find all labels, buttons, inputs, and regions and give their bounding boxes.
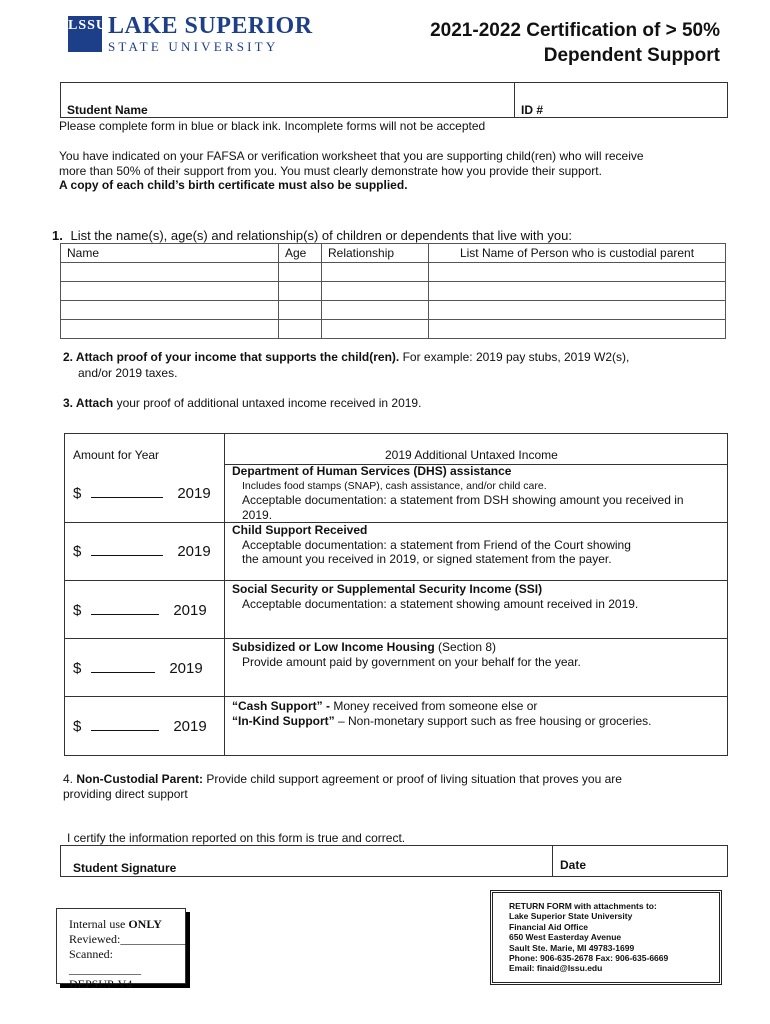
section4-prefix: 4. (63, 772, 77, 786)
form-code: DEPSUP-V4 (69, 977, 133, 991)
student-name-label: Student Name (67, 103, 148, 117)
internal-use-box (56, 908, 187, 991)
section1-heading (52, 228, 572, 243)
form-title (430, 18, 720, 68)
cell-relationship[interactable] (322, 320, 429, 339)
amount-field[interactable] (73, 485, 211, 502)
income-line: Acceptable documentation: a statement showing amount received in 2019. (242, 596, 639, 611)
cell-custodial-parent[interactable] (429, 263, 726, 282)
row-divider (65, 580, 727, 581)
cell-age[interactable] (279, 320, 322, 339)
dollar-sign: $ (73, 485, 82, 502)
section2-line2: and/or 2019 taxes. (78, 366, 178, 380)
return-line: Lake Superior State University (509, 911, 633, 922)
cell-relationship[interactable] (322, 301, 429, 320)
income-line: – Non-monetary support such as free housing or groceries. (334, 713, 652, 728)
col-name: Name (61, 244, 279, 263)
income-title: Social Security or Supplemental Security Income (SSI) (232, 582, 543, 596)
intro-line2: more than 50% of their support from you. You must clearly demonstrate how you provide their support. (59, 164, 602, 178)
table-row[interactable] (61, 301, 726, 320)
logo-subtitle: STATE UNIVERSITY (108, 39, 279, 54)
section1-text: List the name(s), age(s) and relationship(s) of children or dependents that live with you: (70, 228, 572, 243)
amount-field[interactable] (73, 660, 203, 677)
dollar-sign: $ (73, 543, 82, 560)
income-description (232, 699, 651, 728)
amount-year: 2019 (173, 718, 207, 735)
amount-year: 2019 (169, 660, 203, 677)
column-divider (224, 434, 225, 755)
income-line: Includes food stamps (SNAP), cash assistance, and/or child care. (242, 479, 547, 492)
col-age: Age (279, 244, 322, 263)
income-description (232, 523, 631, 567)
table-row[interactable] (61, 263, 726, 282)
amount-header: Amount for Year (73, 448, 160, 462)
section4-line1 (63, 772, 622, 787)
section4-line2: providing direct support (63, 787, 188, 801)
return-line: Sault Ste. Marie, MI 49783-1699 (509, 942, 635, 953)
amount-blank[interactable] (91, 672, 155, 673)
income-title: Department of Human Services (DHS) assistance (232, 464, 512, 478)
section3-bold: 3. Attach (63, 396, 114, 410)
return-line: RETURN FORM with attachments to: (509, 901, 657, 911)
amount-blank[interactable] (91, 555, 163, 556)
amount-year: 2019 (177, 485, 211, 502)
amount-blank[interactable] (91, 497, 163, 498)
col-custodial-parent: List Name of Person who is custodial parent (429, 244, 726, 263)
date-label: Date (560, 858, 587, 872)
student-info-box[interactable] (60, 82, 728, 118)
section1-number: 1. (52, 228, 63, 243)
reviewed-line: Reviewed:___________ (69, 932, 187, 946)
cell-age[interactable] (279, 263, 322, 282)
amount-blank[interactable] (91, 614, 159, 615)
signature-box[interactable] (60, 845, 728, 877)
section4-bold: Non-Custodial Parent: (76, 772, 204, 786)
cell-age[interactable] (279, 282, 322, 301)
row-divider (65, 696, 727, 697)
row-divider (65, 638, 727, 639)
income-line: 2019. (242, 507, 273, 522)
income-description (232, 640, 581, 669)
cell-name[interactable] (61, 282, 279, 301)
birth-cert-note: A copy of each child’s birth certificate must also be supplied. (59, 178, 408, 192)
section2-rest: For example: 2019 pay stubs, 2019 W2(s), (402, 350, 630, 364)
cell-name[interactable] (61, 301, 279, 320)
box-divider (514, 83, 515, 117)
form-title-line1: 2021-2022 Certification of > 50% (430, 20, 720, 41)
income-title-suffix: Money received from someone else or (330, 699, 538, 713)
section3 (63, 396, 421, 411)
lssu-logo-mark: LSSU (68, 16, 102, 52)
scanned-line: Scanned: ____________ (69, 947, 141, 976)
return-form-box (490, 890, 722, 985)
income-title: “Cash Support” - (232, 699, 330, 713)
amount-blank[interactable] (91, 730, 159, 731)
intro-line1: You have indicated on your FAFSA or verification worksheet that you are supporting child(ren) who will receive (59, 149, 644, 163)
table-row[interactable] (61, 320, 726, 339)
section2-line1 (63, 350, 629, 365)
untaxed-income-table (64, 433, 728, 756)
dollar-sign: $ (73, 660, 82, 677)
logo-wordmark: LAKE SUPERIOR (108, 13, 313, 39)
income-title: Child Support Received (232, 523, 368, 537)
cell-custodial-parent[interactable] (429, 282, 726, 301)
income-title: Subsidized or Low Income Housing (232, 640, 435, 654)
cell-relationship[interactable] (322, 282, 429, 301)
table-header-row (61, 244, 726, 263)
id-label: ID # (521, 103, 544, 117)
dollar-sign: $ (73, 602, 82, 619)
internal-use-only: ONLY (128, 917, 162, 931)
cell-relationship[interactable] (322, 263, 429, 282)
income-line: Acceptable documentation: a statement from DSH showing amount you received in (242, 493, 684, 507)
return-line: Phone: 906-635-2678 Fax: 906-635-6669 (509, 953, 669, 964)
cell-custodial-parent[interactable] (429, 301, 726, 320)
cell-custodial-parent[interactable] (429, 320, 726, 339)
cell-age[interactable] (279, 301, 322, 320)
income-description (232, 464, 684, 522)
income-line: the amount you received in 2019, or signed statement from the payer. (242, 552, 612, 566)
income-title-suffix: (Section 8) (434, 640, 497, 654)
income-description (232, 582, 638, 611)
amount-field[interactable] (73, 718, 207, 735)
return-line: Email: finaid@lssu.edu (509, 963, 603, 974)
ink-note: Please complete form in blue or black ink. Incomplete forms will not be accepted (59, 119, 486, 133)
cell-name[interactable] (61, 263, 279, 282)
student-signature-label: Student Signature (73, 861, 177, 875)
amount-field[interactable] (73, 602, 207, 619)
section3-rest: your proof of additional untaxed income received in 2019. (116, 396, 422, 410)
amount-year: 2019 (173, 602, 207, 619)
return-line: 650 West Easterday Avenue (509, 932, 622, 943)
certify-statement: I certify the information reported on this form is true and correct. (67, 831, 406, 845)
dependents-table (60, 243, 726, 339)
col-relationship: Relationship (322, 244, 429, 263)
box-divider (552, 846, 553, 876)
amount-year: 2019 (177, 543, 211, 560)
income-line: Provide amount paid by government on your behalf for the year. (242, 654, 581, 669)
income-line: Acceptable documentation: a statement from Friend of the Court showing (242, 537, 631, 552)
dollar-sign: $ (73, 718, 82, 735)
income-title-alt: “In-Kind Support” (232, 713, 335, 728)
internal-use-heading (69, 917, 185, 932)
section2-bold: 2. Attach proof of your income that supports the child(ren). (63, 350, 400, 364)
section4-rest: Provide child support agreement or proof of living situation that proves you are (203, 772, 622, 786)
cell-name[interactable] (61, 320, 279, 339)
table-row[interactable] (61, 282, 726, 301)
amount-field[interactable] (73, 543, 211, 560)
income-header: 2019 Additional Untaxed Income (385, 448, 558, 462)
internal-use-prefix: Internal use (69, 917, 129, 931)
return-line: Financial Aid Office (509, 921, 589, 932)
form-title-line2: Dependent Support (543, 45, 720, 66)
